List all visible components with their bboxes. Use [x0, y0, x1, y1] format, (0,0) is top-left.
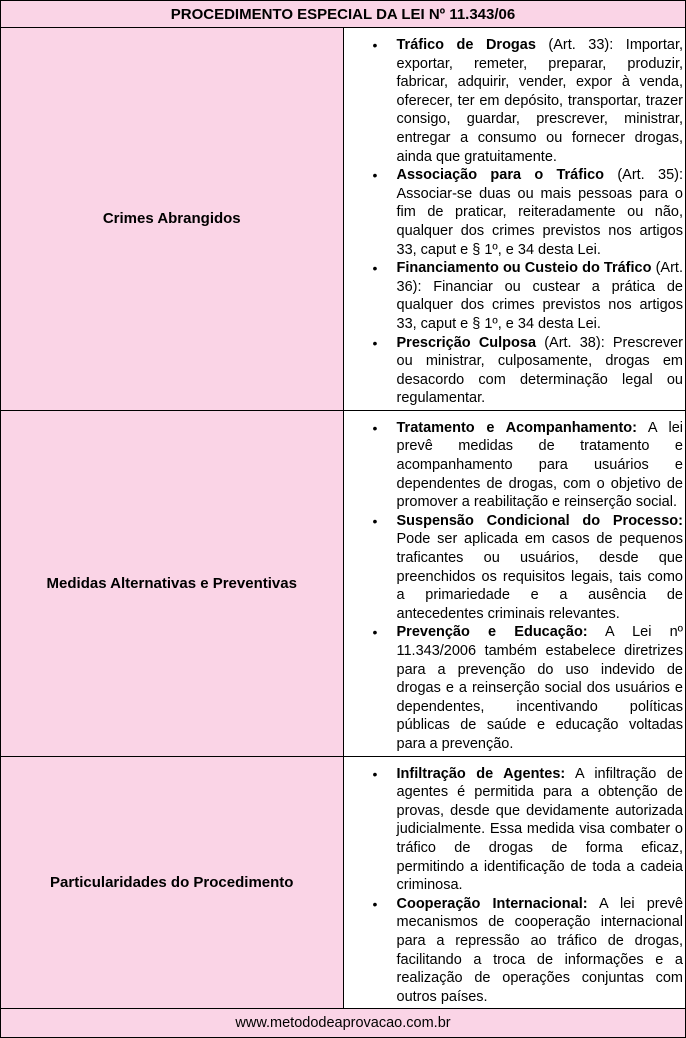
item-term: Financiamento ou Custeio do Tráfico — [396, 260, 652, 277]
bullet-icon: • — [372, 334, 378, 351]
bullet-icon: • — [372, 167, 378, 184]
section-label-particularities: Particularidades do Procedimento — [1, 756, 344, 1009]
bullet-icon: • — [372, 419, 378, 436]
item-term: Infiltração de Agentes: — [396, 765, 566, 782]
item-text: (Art. 33): Importar, exportar, remeter, preparar, produzir, fabricar, adquirir, vender, expor à venda, oferecer, ter em depósito, transportar, trazer consigo, guardar, prescrever, ministrar, entregar a consumo ou fornecer drogas, ainda que gratuitamente. — [396, 37, 683, 165]
list-item — [372, 36, 684, 166]
list-item — [372, 512, 684, 624]
bullet-icon: • — [372, 512, 378, 529]
list-item — [372, 259, 684, 333]
list-item — [372, 765, 684, 895]
section-label-crimes: Crimes Abrangidos — [1, 28, 344, 411]
item-term: Tratamento e Acompanhamento: — [396, 419, 637, 436]
section-label-measures: Medidas Alternativas e Preventivas — [1, 410, 344, 756]
item-text: A infiltração de agentes é permitida para a obtenção de provas, desde que devidamente autorizada judicialmente. Essa medida visa combater o tráfico de drogas de forma eficaz, permitindo a identificação de toda a cadeia criminosa. — [396, 765, 684, 894]
item-text: Pode ser aplicada em casos de pequenos traficantes ou usuários, desde que preenchidos os requisitos legais, tais como a primariedade e a ausência de antecedentes criminais relevantes. — [396, 531, 683, 622]
list-item — [372, 334, 684, 408]
item-text: A lei prevê mecanismos de cooperação internacional para a repressão ao tráfico de drogas, facilitando a troca de informações e a realização de operações conjuntas com outros países. — [396, 895, 684, 1005]
item-text: (Art. 36): Financiar ou custear a prática de qualquer dos crimes previstos nos artigos 33, caput e § 1º, e 34 desta Lei. — [396, 260, 683, 332]
footer-url: www.metododeaprovacao.com.br — [1, 1009, 686, 1038]
item-term: Prescrição Culposa — [396, 334, 537, 351]
section-row-crimes — [1, 28, 686, 411]
item-term: Prevenção e Educação: — [396, 624, 588, 641]
section-row-measures — [1, 410, 686, 756]
item-text: (Art. 35): Associar-se duas ou mais pessoas para o fim de praticar, reiteradamente ou não, qualquer dos crimes previstos nos artigos 33, caput e § 1º, e 34 desta Lei. — [396, 167, 683, 258]
item-text: A Lei nº 11.343/2006 também estabelece diretrizes para a prevenção do uso indevido de drogas e a reinserção social dos usuários e dependentes, incentivando políticas públicas de saúde e educação voltadas para a prevenção. — [396, 624, 683, 752]
item-term: Associação para o Tráfico — [396, 167, 605, 184]
item-text: (Art. 38): Prescrever ou ministrar, culposamente, drogas em desacordo com determinação legal ou regulamentar. — [396, 334, 683, 407]
item-term: Tráfico de Drogas — [396, 37, 536, 53]
item-term: Suspensão Condicional do Processo: — [396, 512, 683, 529]
section-row-particularities — [1, 756, 686, 1009]
bullet-icon: • — [372, 260, 378, 277]
bullet-list — [344, 765, 684, 1007]
bullet-icon: • — [372, 624, 378, 641]
list-item — [372, 623, 684, 753]
table-title: PROCEDIMENTO ESPECIAL DA LEI Nº 11.343/06 — [1, 1, 686, 28]
section-content-measures — [343, 410, 686, 756]
section-content-crimes — [343, 28, 686, 411]
bullet-icon: • — [372, 765, 378, 782]
item-term: Cooperação Internacional: — [396, 895, 588, 912]
list-item — [372, 166, 684, 259]
item-text: A lei prevê medidas de tratamento e acompanhamento para usuários e dependentes de drogas, com o objetivo de promover a reabilitação e reinserção social. — [396, 419, 683, 511]
bullet-icon: • — [372, 895, 378, 912]
list-item — [372, 419, 684, 512]
list-item — [372, 895, 684, 1007]
bullet-icon: • — [372, 37, 378, 53]
bullet-list — [344, 36, 684, 408]
bullet-list — [344, 419, 684, 754]
section-content-particularities — [343, 756, 686, 1009]
